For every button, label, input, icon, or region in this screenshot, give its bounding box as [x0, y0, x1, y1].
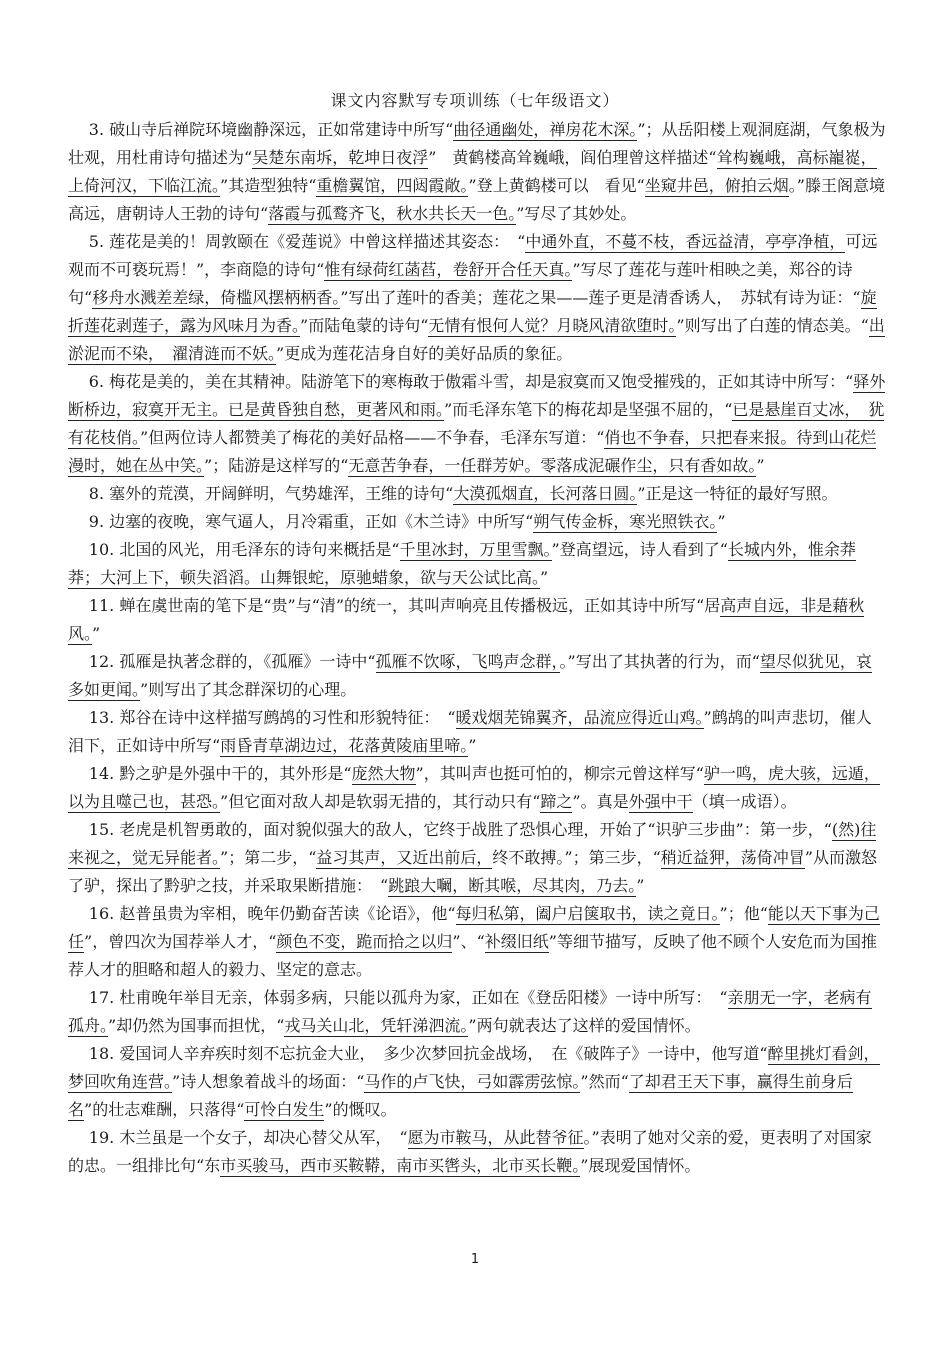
answer-text: 移舟水溅差差绿，倚槛风摆柄柄香。	[92, 288, 341, 307]
question-text: 。”滕王阁意境高远，唐朝诗人王勃的诗句“	[68, 176, 885, 223]
question-text: ” 黄鹤楼高耸巍峨，阎伯理曾这样描述“	[428, 148, 717, 167]
question-text: ”的慨叹。	[324, 1100, 397, 1119]
exercise-item	[68, 116, 886, 228]
question-text: ”则写出了白莲的情态美。“	[676, 316, 869, 335]
answer-text: 市买骏马，西市买鞍鞯，南市买辔头，北市买长鞭。	[220, 1156, 581, 1175]
question-text: 5. 莲花是美的！周敦颐在《爱莲说》中曾这样描述其姿态： “	[88, 232, 526, 251]
question-text: ”两句就表达了这样的爱国情怀。	[468, 1016, 701, 1035]
answer-text: 可怜白发生	[244, 1100, 325, 1119]
question-text: ”展现爱国情怀。	[580, 1156, 701, 1175]
question-text: 13. 郑谷在诗中这样描写鹧鸪的习性和形貌特征： “	[88, 708, 456, 727]
answer-text: 俏也不争春，只把春来报。待到山花烂漫时，她在丛中笑。	[68, 428, 877, 475]
question-text: （填一成语）。	[692, 792, 797, 811]
question-text: ”诗人想象着战斗的场面：“	[172, 1072, 365, 1091]
answer-text: 稍近益狎，荡倚冲冒	[660, 848, 805, 867]
question-text: ”登上黄鹤楼可以 看见“	[468, 176, 645, 195]
answer-text: 亲朋无一字，老病有孤舟。	[68, 988, 872, 1035]
exercise-item	[68, 984, 886, 1040]
question-text: 6. 梅花是美的，美在其精神。陆游笔下的寒梅敢于傲霜斗雪，却是寂寞而又饱受摧残的，正如其诗中所写：“	[88, 372, 854, 391]
answer-text: 望尽似犹见，哀多如更闻。	[68, 652, 872, 699]
answer-text: 益习其声，又近出前后，	[316, 848, 493, 867]
answer-text: 吴楚东南坼，乾坤日夜浮	[252, 148, 429, 167]
answer-text: 愿为市鞍马，从此替爷征	[407, 1128, 584, 1147]
question-text: ”写尽了其妙处。	[516, 204, 637, 223]
question-text: ”、“	[452, 932, 485, 951]
question-text: ”的壮志难酬，只落得“	[84, 1100, 245, 1119]
question-text: ”；第二步，“	[220, 848, 317, 867]
question-text: ”而陆龟蒙的诗句“	[300, 316, 429, 335]
answer-text: 暖戏烟芜锦翼齐，品流应得近山鸡。	[455, 708, 704, 727]
exercise-item	[68, 536, 886, 592]
question-text: ”写出了莲叶的香美；莲花之果——莲子更是清香诱人， 苏轼有诗为证：“	[340, 288, 861, 307]
exercise-item	[68, 368, 886, 480]
question-text: ”	[636, 876, 645, 895]
exercise-item	[68, 1124, 886, 1180]
answer-text: 马作的卢飞快，弓如霹雳弦惊。	[364, 1072, 581, 1091]
answer-text: 外强中干	[628, 792, 693, 811]
exercise-item	[68, 592, 886, 648]
question-text: ”	[92, 624, 101, 643]
exercise-item	[68, 1040, 886, 1124]
exercise-item	[68, 648, 886, 704]
page-title: 课文内容默写专项训练（七年级语文）	[330, 91, 620, 110]
answer-text: 戎马关山北，凭轩涕泗流。	[284, 1016, 469, 1035]
question-text: ”登高望远，诗人看到了“	[551, 540, 728, 559]
answer-text: 能以天下事为己任	[68, 904, 880, 951]
answer-text: 无情有恨何人觉？月晓风清欲堕时。	[428, 316, 677, 335]
question-text: 14. 黔之驴是外强中干的，其外形是“	[88, 764, 352, 783]
answer-text: 朔气传金柝，寒光照铁衣。	[533, 512, 718, 531]
answer-text: 中通外直，不蔓不枝，香远益清，亭亭净植，	[525, 232, 846, 251]
answer-text: 醉里挑灯看剑，梦回吹角连营。	[68, 1044, 880, 1091]
question-text: 19. 木兰虽是一个女子，却决心替父从军， “	[88, 1128, 408, 1147]
exercise-item	[68, 816, 886, 900]
answer-text: 补缀旧纸	[484, 932, 549, 951]
exercise-item	[68, 704, 886, 760]
question-text: 16. 赵普虽贵为宰相，晚年仍勤奋苦读《论语》，他“	[88, 904, 456, 923]
question-text: ”	[468, 736, 477, 755]
question-text: 17. 杜甫晚年举目无亲，体弱多病，只能以孤舟为家，正如在《登岳阳楼》一诗中所写： “	[88, 988, 728, 1007]
question-text: 3. 破山寺后禅院环境幽静深远，正如常建诗中所写“	[88, 120, 454, 139]
question-text: 15. 老虎是机智勇敢的，面对貌似强大的敌人，它终于战胜了恐惧心理，开始了“识驴三步曲”：第一步，“	[88, 820, 832, 839]
answer-text: 高声自远，非是藉秋风。	[68, 596, 865, 643]
exercise-content	[68, 116, 886, 1180]
answer-text: 雨昏青草湖边过，花落黄陵庙里啼。	[220, 736, 469, 755]
question-text: 9. 边塞的夜晚，寒气逼人，月冷霜重，正如《木兰诗》中所写“	[88, 512, 534, 531]
answer-text: 孤雁不饮啄，飞鸣声念群，	[375, 652, 560, 671]
question-text: ”其造型独特“	[220, 176, 317, 195]
exercise-item	[68, 228, 886, 368]
answer-text: 大漠孤烟直，长河落日圆。	[453, 484, 638, 503]
question-text: ”	[717, 512, 726, 531]
question-text: ”，曾四次为国荐举人才，“	[84, 932, 277, 951]
answer-text: 跳踉大㘎，断其喉，尽其肉，乃去。	[388, 876, 637, 895]
question-text: 可远观而不可亵玩焉！”，李商隐的诗句“	[68, 232, 878, 279]
question-text: ”等细节描写，反映了他不顾个人安危而为国推荐人才的胆略和超人的毅力、坚定的意志。	[68, 932, 877, 979]
question-text: ”然而“	[580, 1072, 629, 1091]
question-text: 18. 爱国词人辛弃疾时刻不忘抗金大业， 多少次梦回抗金战场， 在《破阵子》一诗中，他写道“	[88, 1044, 768, 1063]
exercise-item	[68, 760, 886, 816]
answer-text: 重檐翼馆，四闼霞敞。	[316, 176, 469, 195]
question-text: ”而毛泽东笔下的梅花却是坚强不屈的，“	[444, 400, 733, 419]
answer-text: 曲径通幽处，禅房花木深。	[453, 120, 638, 139]
answer-text: 耸构巍峨，高标巃嵸，上倚河汉，下临江流。	[68, 148, 877, 195]
question-text: 12. 孤雁是执著念群的，《孤雁》一诗中“	[88, 652, 376, 671]
question-text: ”从而激怒了驴，探出了黔驴之技，并采取果断措施： “	[68, 848, 877, 895]
question-text: ”；陆游是这样写的“	[204, 456, 349, 475]
answer-text: 惟有绿荷红菡萏，卷舒开合任天真。	[324, 260, 573, 279]
question-text: ”，其叫声也挺可怕的，柳宗元曾这样写“	[415, 764, 704, 783]
answer-text: 每归私第，阖户启箧取书，读之竟日。	[455, 904, 720, 923]
question-text: 8. 塞外的荒漠，开阔鲜明，气势雄浑，王维的诗句“	[88, 484, 454, 503]
question-text: ”正是这一特征的最好写照。	[637, 484, 838, 503]
exercise-item	[68, 900, 886, 984]
question-text: ”鹧鸪的叫声悲切，催人泪下，正如诗中所写“	[68, 708, 872, 755]
page-number: 1	[470, 1252, 480, 1267]
question-text: 10. 北国的风光，用毛泽东的诗句来概括是“	[88, 540, 400, 559]
answer-text: 坐窥井邑，俯拍云烟	[644, 176, 789, 195]
question-text: ”但它面对敌人却是软弱无措的，其行动只有“	[220, 792, 541, 811]
question-text: ”写尽了莲花与莲叶相映之美，郑谷的诗句“	[68, 260, 853, 307]
answer-text: 旋折莲花剥莲子，露为风味月为香。	[68, 288, 877, 335]
answer-text: 落霞与孤鹜齐飞，秋水共长天一色。	[268, 204, 517, 223]
question-text: 。”写出了其执著的行为，而“	[559, 652, 760, 671]
question-text: ”却仍然为国事而担忧，“	[108, 1016, 285, 1035]
answer-text: 颜色不变，跪而拾之以归	[276, 932, 453, 951]
answer-text: (然)往来视之，觉无异能者。	[68, 820, 877, 867]
answer-text: 驴一鸣，虎大骇，远遁，以为且噬己也，甚恐。	[68, 764, 880, 811]
answer-text: 长城内外，惟余莽莽；大河上下，顿失滔滔。山舞银蛇，原驰蜡象，欲与天公试比高。	[68, 540, 856, 587]
question-text: ”	[756, 456, 765, 475]
question-text: 终不敢搏。”；第三步，“	[492, 848, 661, 867]
answer-text: 蹄之	[540, 792, 573, 811]
answer-text: 无意苦争春，一任群芳妒。零落成泥碾作尘，只有香如故。	[348, 456, 757, 475]
question-text: ”	[540, 568, 549, 587]
exercise-item	[68, 480, 886, 508]
answer-text: 已是悬崖百丈冰， 犹有花枝俏。	[68, 400, 885, 447]
answer-text: 了却君王天下事，赢得生前身后名	[68, 1072, 853, 1119]
answer-text: 出淤泥而不染， 濯清涟而不妖。	[68, 316, 885, 363]
exercise-item	[68, 508, 886, 536]
question-text: ”。真是	[572, 792, 629, 811]
question-text: ”则写出了其念群深切的心理。	[140, 680, 357, 699]
question-text: ”；他“	[719, 904, 768, 923]
question-text: ”；从岳阳楼上观洞庭湖，气象极为壮观，用杜甫诗句描述为“	[68, 120, 886, 167]
answer-text: 千里冰封，万里雪飘。	[399, 540, 552, 559]
answer-text: 庞然大物	[351, 764, 416, 783]
question-text: 。”表明了她对父亲的爱，更表明了对国家的忠。一组排比句“东	[68, 1128, 872, 1175]
answer-text: 驿外断桥边，寂寞开无主。已是黄昏独自愁，更著风和雨。	[68, 372, 886, 419]
question-text: 11. 蝉在虞世南的笔下是“贵”与“清”的统一，其叫声响亮且传播极远，正如其诗中所写“居	[88, 596, 721, 615]
question-text: ”但两位诗人都赞美了梅花的美好品格——不争春，毛泽东写道：“	[140, 428, 605, 447]
question-text: ”更成为莲花洁身自好的美好品质的象征。	[276, 344, 573, 363]
